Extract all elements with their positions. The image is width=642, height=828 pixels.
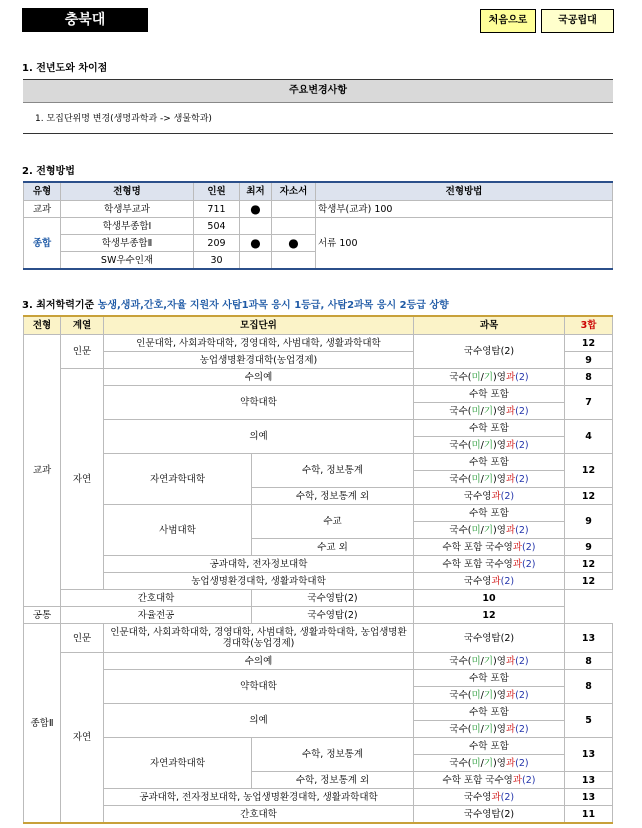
unit-cell: 수의예 <box>104 369 414 386</box>
sum-cell: 9 <box>565 539 613 556</box>
table-row <box>24 653 613 670</box>
min-cell: ● <box>240 235 272 252</box>
sum-cell: 11 <box>565 806 613 824</box>
section2-title: 2. 전형방법 <box>22 166 75 177</box>
col-name: 전형명 <box>61 182 194 201</box>
unit-cell: 간호대학 <box>104 806 414 824</box>
col-type: 유형 <box>24 182 61 201</box>
name-cell: 학생부종합Ⅱ <box>61 235 194 252</box>
col-sum: 3합 <box>565 316 613 335</box>
table-row <box>24 556 613 573</box>
table-header-row <box>24 316 613 335</box>
col-track: 전형 <box>24 316 61 335</box>
changes-box <box>23 79 613 134</box>
sum-cell: 9 <box>565 352 613 369</box>
unit-cell: 자율전공 <box>61 607 252 624</box>
table-row <box>24 704 613 721</box>
track-cell: 교과 <box>24 335 61 607</box>
essay-cell <box>272 218 316 235</box>
unit-cell: 사범대학 <box>104 505 252 556</box>
sum-cell: 7 <box>565 386 613 420</box>
sum-cell: 13 <box>565 772 613 789</box>
col-min: 최저 <box>240 182 272 201</box>
essay-cell <box>272 201 316 218</box>
sum-cell: 13 <box>565 624 613 653</box>
subject-cell: 국수(미/기)영과(2) <box>414 437 565 454</box>
table-row <box>24 624 613 653</box>
sum-cell: 8 <box>565 670 613 704</box>
sum-cell: 13 <box>565 738 613 772</box>
subunit-cell: 수학, 정보통계 외 <box>252 772 414 789</box>
table-header-row <box>24 182 613 201</box>
count-cell: 504 <box>194 218 240 235</box>
subunit-cell: 수학, 정보통계 <box>252 454 414 488</box>
col-subject: 과목 <box>414 316 565 335</box>
name-cell: SW우수인재 <box>61 252 194 270</box>
unit-cell: 의예 <box>104 704 414 738</box>
min-cell: ● <box>240 201 272 218</box>
subject-cell: 수학 포함 <box>414 670 565 687</box>
field-cell: 자연 <box>61 369 104 590</box>
section3-title <box>22 296 449 311</box>
changes-header: 주요변경사항 <box>23 80 613 103</box>
national-univ-button[interactable]: 국공립대 <box>541 9 614 33</box>
unit-cell: 수의예 <box>104 653 414 670</box>
subject-cell: 국수(미/기)영과(2) <box>414 755 565 772</box>
table-row <box>24 573 613 590</box>
sum-cell: 5 <box>565 704 613 738</box>
type-cell: 교과 <box>24 201 61 218</box>
subject-cell: 국수(미/기)영과(2) <box>414 687 565 704</box>
count-cell: 209 <box>194 235 240 252</box>
col-field: 계열 <box>61 316 104 335</box>
col-method: 전형방법 <box>316 182 613 201</box>
count-cell: 30 <box>194 252 240 270</box>
sum-cell: 4 <box>565 420 613 454</box>
col-count: 인원 <box>194 182 240 201</box>
subject-cell: 국수영과(2) <box>414 573 565 590</box>
table-row <box>24 454 613 471</box>
subject-cell: 국수영과(2) <box>414 488 565 505</box>
sum-cell: 12 <box>565 573 613 590</box>
subject-cell: 수학 포함 <box>414 420 565 437</box>
subject-cell: 국수영탐(2) <box>414 624 565 653</box>
name-cell: 학생부종합Ⅰ <box>61 218 194 235</box>
changes-item: 1. 모집단위명 변경(생명과학과 -> 생물학과) <box>35 114 212 124</box>
subunit-cell: 수교 <box>252 505 414 539</box>
subject-cell: 국수(미/기)영과(2) <box>414 403 565 420</box>
table-row <box>24 218 613 235</box>
sum-cell: 12 <box>565 335 613 352</box>
subject-cell: 수학 포함 <box>414 454 565 471</box>
field-cell: 인문 <box>61 335 104 369</box>
essay-cell: ● <box>272 235 316 252</box>
unit-cell: 인문대학, 사회과학대학, 경영대학, 사범대학, 생활과학대학 <box>104 335 414 352</box>
count-cell: 711 <box>194 201 240 218</box>
unit-cell: 자연과학대학 <box>104 454 252 505</box>
subunit-cell: 수학, 정보통계 외 <box>252 488 414 505</box>
unit-cell: 자연과학대학 <box>104 738 252 789</box>
subject-cell: 수학 포함 국수영과(2) <box>414 772 565 789</box>
sum-cell: 10 <box>414 590 565 607</box>
table-row <box>24 670 613 687</box>
unit-cell: 공과대학, 전자정보대학, 농업생명환경대학, 생활과학대학 <box>104 789 414 806</box>
col-essay: 자소서 <box>272 182 316 201</box>
table-row <box>24 369 613 386</box>
unit-cell: 의예 <box>104 420 414 454</box>
subject-cell: 국수(미/기)영과(2) <box>414 522 565 539</box>
method-cell: 학생부(교과) 100 <box>316 201 613 218</box>
subject-cell: 국수영탐(2) <box>414 335 565 369</box>
track-cell: 종합Ⅱ <box>24 624 61 824</box>
field-cell: 인문 <box>61 624 104 653</box>
essay-cell <box>272 252 316 270</box>
table-row <box>24 420 613 437</box>
subunit-cell: 수학, 정보통계 <box>252 738 414 772</box>
sum-cell: 8 <box>565 653 613 670</box>
unit-cell: 공과대학, 전자정보대학 <box>104 556 414 573</box>
section3-title-note: 농생,생과,간호,자율 지원자 사탐1과목 응시 1등급, 사탐2과목 응시 2등급 상향 <box>97 300 449 311</box>
subunit-cell: 수교 외 <box>252 539 414 556</box>
table-row <box>24 789 613 806</box>
sum-cell: 12 <box>565 488 613 505</box>
sum-cell: 13 <box>565 789 613 806</box>
unit-cell: 간호대학 <box>61 590 252 607</box>
sum-cell: 12 <box>565 556 613 573</box>
unit-cell: 약학대학 <box>104 386 414 420</box>
table-row <box>24 335 613 352</box>
section1-title: 1. 전년도와 차이점 <box>22 63 108 74</box>
min-cell <box>240 252 272 270</box>
unit-cell: 약학대학 <box>104 670 414 704</box>
table-row <box>24 738 613 755</box>
unit-cell: 농업생명환경대학(농업경제) <box>104 352 414 369</box>
sum-cell: 12 <box>565 454 613 488</box>
field-cell: 자연 <box>61 653 104 824</box>
subject-cell: 국수영과(2) <box>414 789 565 806</box>
type-cell: 종합 <box>24 218 61 270</box>
subject-cell: 국수(미/기)영과(2) <box>414 721 565 738</box>
page-title: 충북대 <box>22 8 148 32</box>
home-button[interactable]: 처음으로 <box>480 9 536 33</box>
sum-cell: 12 <box>414 607 565 624</box>
section3-title-prefix: 3. 최저학력기준 <box>22 300 95 311</box>
sum-cell: 9 <box>565 505 613 539</box>
subject-cell: 국수(미/기)영과(2) <box>414 369 565 386</box>
subject-cell: 국수영탐(2) <box>252 590 414 607</box>
method-cell: 서류 100 <box>316 218 613 270</box>
subject-cell: 국수(미/기)영과(2) <box>414 653 565 670</box>
subject-cell: 수학 포함 <box>414 505 565 522</box>
admission-method-table <box>23 181 613 270</box>
col-unit: 모집단위 <box>104 316 414 335</box>
subject-cell: 수학 포함 국수영과(2) <box>414 539 565 556</box>
table-row <box>24 386 613 403</box>
table-row <box>24 590 613 607</box>
subject-cell: 국수(미/기)영과(2) <box>414 471 565 488</box>
name-cell: 학생부교과 <box>61 201 194 218</box>
sum-cell: 8 <box>565 369 613 386</box>
subject-cell: 수학 포함 <box>414 704 565 721</box>
subject-cell: 수학 포함 국수영과(2) <box>414 556 565 573</box>
unit-cell: 인문대학, 사회과학대학, 경영대학, 사범대학, 생활과학대학, 농업생명환경대학(농업경제) <box>104 624 414 653</box>
table-row <box>24 201 613 218</box>
field-cell: 공통 <box>24 607 61 624</box>
subject-cell: 국수영탐(2) <box>414 806 565 824</box>
table-row <box>24 505 613 522</box>
table-row <box>24 806 613 824</box>
unit-cell: 농업생명환경대학, 생활과학대학 <box>104 573 414 590</box>
subject-cell: 수학 포함 <box>414 738 565 755</box>
min-cell <box>240 218 272 235</box>
table-row <box>24 607 613 624</box>
subject-cell: 수학 포함 <box>414 386 565 403</box>
subject-cell: 국수영탐(2) <box>252 607 414 624</box>
min-score-table <box>23 315 613 824</box>
